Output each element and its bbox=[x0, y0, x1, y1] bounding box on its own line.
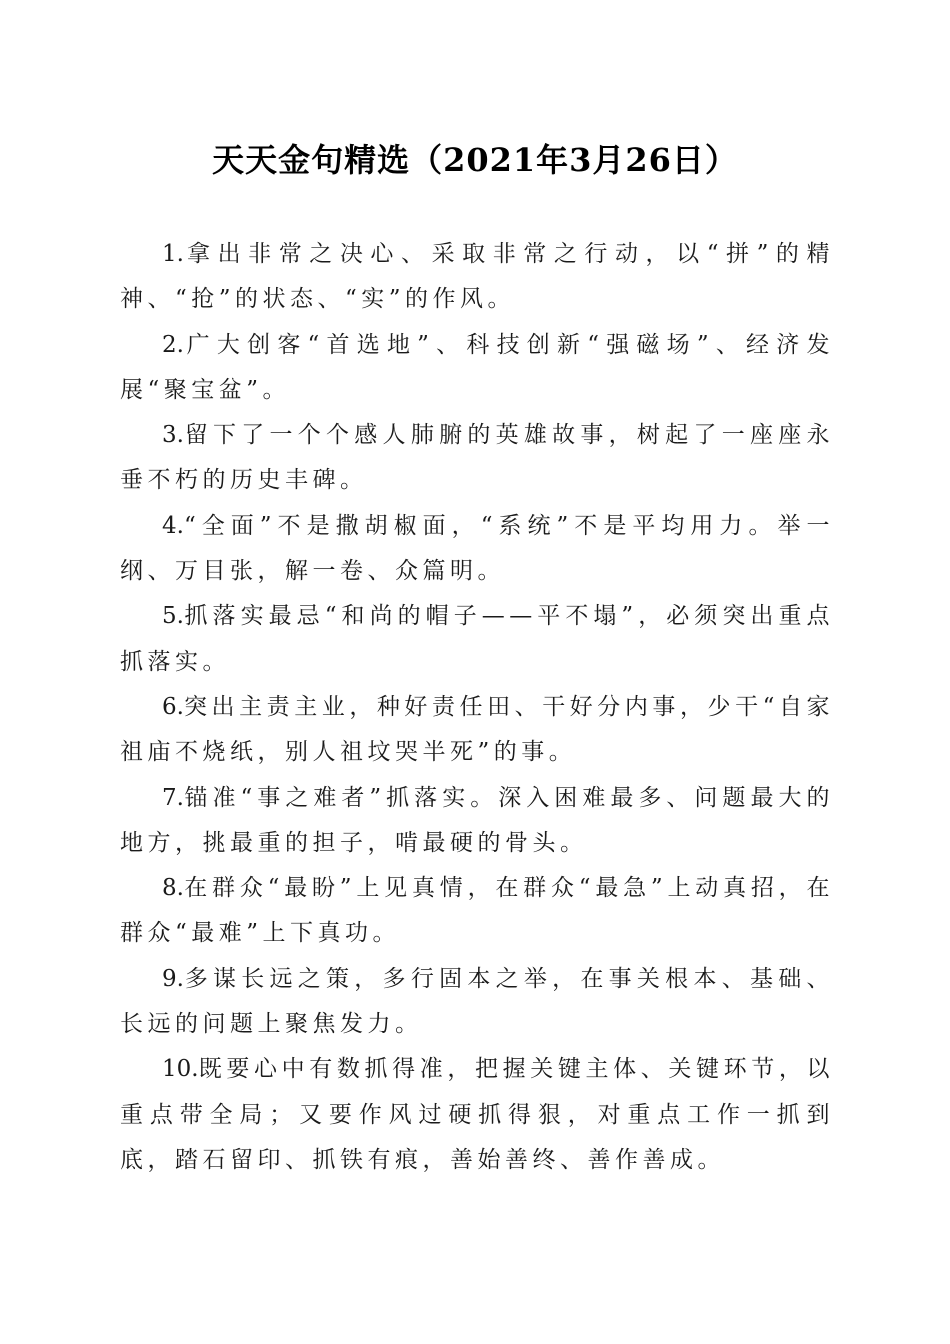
item-number: 5. bbox=[162, 603, 184, 630]
quote-list bbox=[120, 232, 834, 1183]
item-number: 10. bbox=[162, 1056, 199, 1083]
item-number: 2. bbox=[162, 331, 184, 358]
item-number: 8. bbox=[162, 875, 184, 902]
list-item bbox=[120, 957, 834, 1048]
list-item bbox=[120, 776, 834, 867]
item-text: 突出主责主业，种好责任田、干好分内事，少干“自家祖庙不烧纸，别人祖坟哭半死”的事。 bbox=[120, 693, 834, 766]
item-text: 锚准“事之难者”抓落实。深入困难最多、问题最大的地方，挑最重的担子，啃最硬的骨头。 bbox=[120, 784, 834, 856]
list-item bbox=[120, 1047, 834, 1183]
list-item bbox=[120, 594, 834, 685]
item-text: 在群众“最盼”上见真情，在群众“最急”上动真招，在群众“最难”上下真功。 bbox=[120, 875, 834, 947]
item-number: 3. bbox=[162, 422, 184, 449]
item-number: 4. bbox=[162, 512, 184, 539]
item-number: 6. bbox=[162, 693, 184, 720]
list-item bbox=[120, 232, 834, 323]
item-text: 留下了一个个感人肺腑的英雄故事，树起了一座座永垂不朽的历史丰碑。 bbox=[120, 422, 834, 494]
list-item bbox=[120, 685, 834, 776]
list-item bbox=[120, 866, 834, 957]
item-text: 既要心中有数抓得准，把握关键主体、关键环节，以重点带全局；又要作风过硬抓得狠，对重点工作一抓到底，踏石留印、抓铁有痕，善始善终、善作善成。 bbox=[120, 1056, 834, 1173]
item-text: “全面”不是撒胡椒面，“系统”不是平均用力。举一纲、万目张，解一卷、众篇明。 bbox=[120, 512, 834, 585]
document-title: 天天金句精选（2021年3月26日） bbox=[212, 141, 738, 179]
item-text: 抓落实最忌“和尚的帽子——平不塌”，必须突出重点抓落实。 bbox=[120, 603, 834, 675]
item-text: 拿出非常之决心、采取非常之行动，以“拼”的精神、“抢”的状态、“实”的作风。 bbox=[120, 241, 834, 313]
item-text: 多谋长远之策，多行固本之举，在事关根本、基础、长远的问题上聚焦发力。 bbox=[120, 965, 834, 1038]
list-item bbox=[120, 323, 834, 414]
item-number: 7. bbox=[162, 784, 184, 811]
item-number: 9. bbox=[162, 965, 184, 992]
list-item bbox=[120, 504, 834, 595]
item-number: 1. bbox=[162, 241, 184, 267]
item-text: 广大创客“首选地”、科技创新“强磁场”、经济发展“聚宝盆”。 bbox=[120, 331, 834, 403]
list-item bbox=[120, 413, 834, 504]
